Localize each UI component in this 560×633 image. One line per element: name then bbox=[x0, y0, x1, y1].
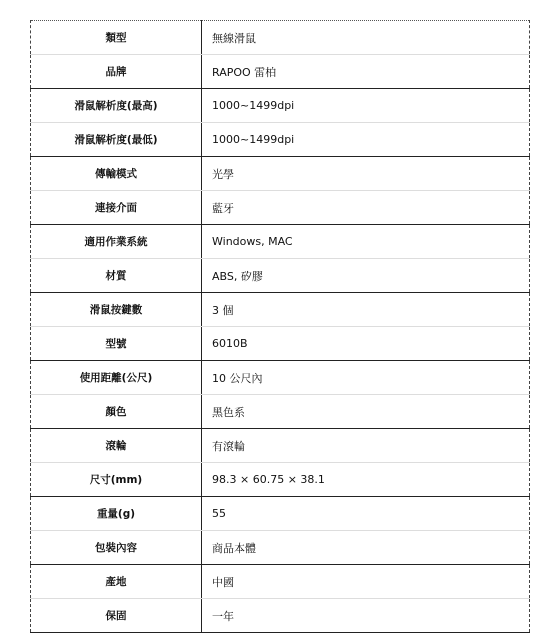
spec-value: 3 個 bbox=[202, 293, 530, 327]
spec-label: 使用距離(公尺) bbox=[31, 361, 202, 395]
spec-value: 中國 bbox=[202, 565, 530, 599]
spec-label: 型號 bbox=[31, 327, 202, 361]
spec-value: 1000~1499dpi bbox=[202, 123, 530, 157]
spec-value: 6010B bbox=[202, 327, 530, 361]
spec-value: 藍牙 bbox=[202, 191, 530, 225]
spec-row bbox=[31, 293, 530, 327]
spec-value: 98.3 × 60.75 × 38.1 bbox=[202, 463, 530, 497]
spec-label: 滾輪 bbox=[31, 429, 202, 463]
spec-row bbox=[31, 191, 530, 225]
spec-label: 產地 bbox=[31, 565, 202, 599]
spec-row bbox=[31, 565, 530, 599]
spec-row bbox=[31, 463, 530, 497]
spec-label: 滑鼠解析度(最高) bbox=[31, 89, 202, 123]
spec-value: 1000~1499dpi bbox=[202, 89, 530, 123]
spec-value: 無線滑鼠 bbox=[202, 21, 530, 55]
spec-value: 有滾輪 bbox=[202, 429, 530, 463]
spec-value: 光學 bbox=[202, 157, 530, 191]
spec-row bbox=[31, 123, 530, 157]
spec-row bbox=[31, 259, 530, 293]
spec-label: 適用作業系統 bbox=[31, 225, 202, 259]
spec-label: 材質 bbox=[31, 259, 202, 293]
spec-value: 55 bbox=[202, 497, 530, 531]
spec-row bbox=[31, 157, 530, 191]
spec-label: 滑鼠按鍵數 bbox=[31, 293, 202, 327]
spec-row bbox=[31, 599, 530, 633]
spec-value: 10 公尺內 bbox=[202, 361, 530, 395]
spec-value: Windows, MAC bbox=[202, 225, 530, 259]
spec-row bbox=[31, 55, 530, 89]
spec-label: 傳輸模式 bbox=[31, 157, 202, 191]
spec-value: RAPOO 雷柏 bbox=[202, 55, 530, 89]
spec-row bbox=[31, 89, 530, 123]
spec-label: 連接介面 bbox=[31, 191, 202, 225]
spec-row bbox=[31, 225, 530, 259]
spec-label: 包裝內容 bbox=[31, 531, 202, 565]
spec-label: 類型 bbox=[31, 21, 202, 55]
spec-value: 黑色系 bbox=[202, 395, 530, 429]
spec-label: 保固 bbox=[31, 599, 202, 633]
spec-row bbox=[31, 21, 530, 55]
spec-value: ABS, 矽膠 bbox=[202, 259, 530, 293]
spec-value: 一年 bbox=[202, 599, 530, 633]
spec-label: 品牌 bbox=[31, 55, 202, 89]
spec-value: 商品本體 bbox=[202, 531, 530, 565]
spec-label: 滑鼠解析度(最低) bbox=[31, 123, 202, 157]
spec-row bbox=[31, 395, 530, 429]
spec-label: 顏色 bbox=[31, 395, 202, 429]
spec-row bbox=[31, 361, 530, 395]
spec-label: 尺寸(mm) bbox=[31, 463, 202, 497]
spec-row bbox=[31, 429, 530, 463]
spec-table bbox=[30, 20, 530, 633]
spec-row bbox=[31, 531, 530, 565]
spec-row bbox=[31, 327, 530, 361]
spec-row bbox=[31, 497, 530, 531]
spec-label: 重量(g) bbox=[31, 497, 202, 531]
